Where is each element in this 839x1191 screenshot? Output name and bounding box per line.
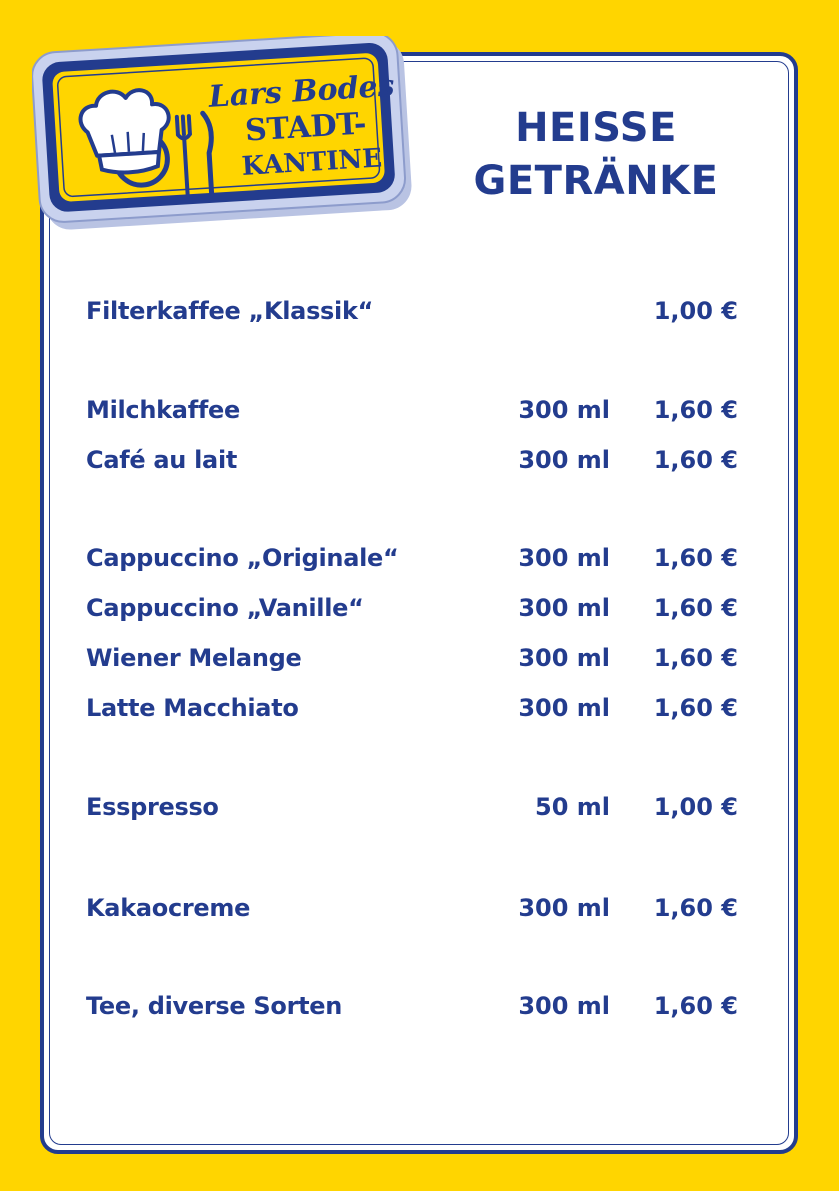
menu-item [86,591,738,625]
brand-name-line1: Lars Bodes [207,68,396,115]
menu-item-volume: 300 ml [518,446,610,474]
menu-item-price: 1,60 € [653,644,738,672]
menu-item-price: 1,60 € [653,992,738,1020]
menu-item-volume: 300 ml [518,396,610,424]
menu-item-volume: 300 ml [518,694,610,722]
menu-item-price: 1,60 € [653,446,738,474]
menu-item-name: Café au lait [86,446,238,474]
menu-item-price: 1,60 € [653,694,738,722]
page-title-line1: HEISSE [515,105,677,151]
menu-item-price: 1,60 € [653,894,738,922]
menu-item-name: Milchkaffee [86,396,240,424]
menu-item-volume: 300 ml [518,894,610,922]
menu-item-price: 1,00 € [653,793,738,821]
menu-item-name: Cappuccino „Vanille“ [86,594,364,622]
menu-item [86,641,738,675]
menu-item [86,393,738,427]
menu-item-price: 1,00 € [653,297,738,325]
menu-item [86,790,738,824]
menu-item-volume: 300 ml [518,594,610,622]
menu-item [86,891,738,925]
menu-item [86,989,738,1023]
page-title-line2: GETRÄNKE [473,158,719,204]
menu-item-volume: 300 ml [518,644,610,672]
brand-name-line2: STADT- [244,106,368,149]
menu-item-name: Tee, diverse Sorten [86,992,343,1020]
menu-item-name: Latte Macchiato [86,694,299,722]
menu-item-name: Esspresso [86,793,219,821]
menu-item-price: 1,60 € [653,594,738,622]
menu-item [86,443,738,477]
menu-item-name: Kakaocreme [86,894,251,922]
menu-item [86,541,738,575]
menu-item-name: Filterkaffee „Klassik“ [86,297,374,325]
menu-item-price: 1,60 € [653,544,738,572]
brand-name-line3: KANTINE [240,143,383,182]
menu-item-volume: 50 ml [535,793,610,821]
page-title [466,102,726,208]
menu-item-volume: 300 ml [518,544,610,572]
menu-item-name: Cappuccino „Originale“ [86,544,399,572]
menu-item [86,691,738,725]
menu-item-volume: 300 ml [518,992,610,1020]
menu-item [86,294,738,328]
menu-item-price: 1,60 € [653,396,738,424]
brand-logo [32,36,416,232]
menu-item-name: Wiener Melange [86,644,302,672]
